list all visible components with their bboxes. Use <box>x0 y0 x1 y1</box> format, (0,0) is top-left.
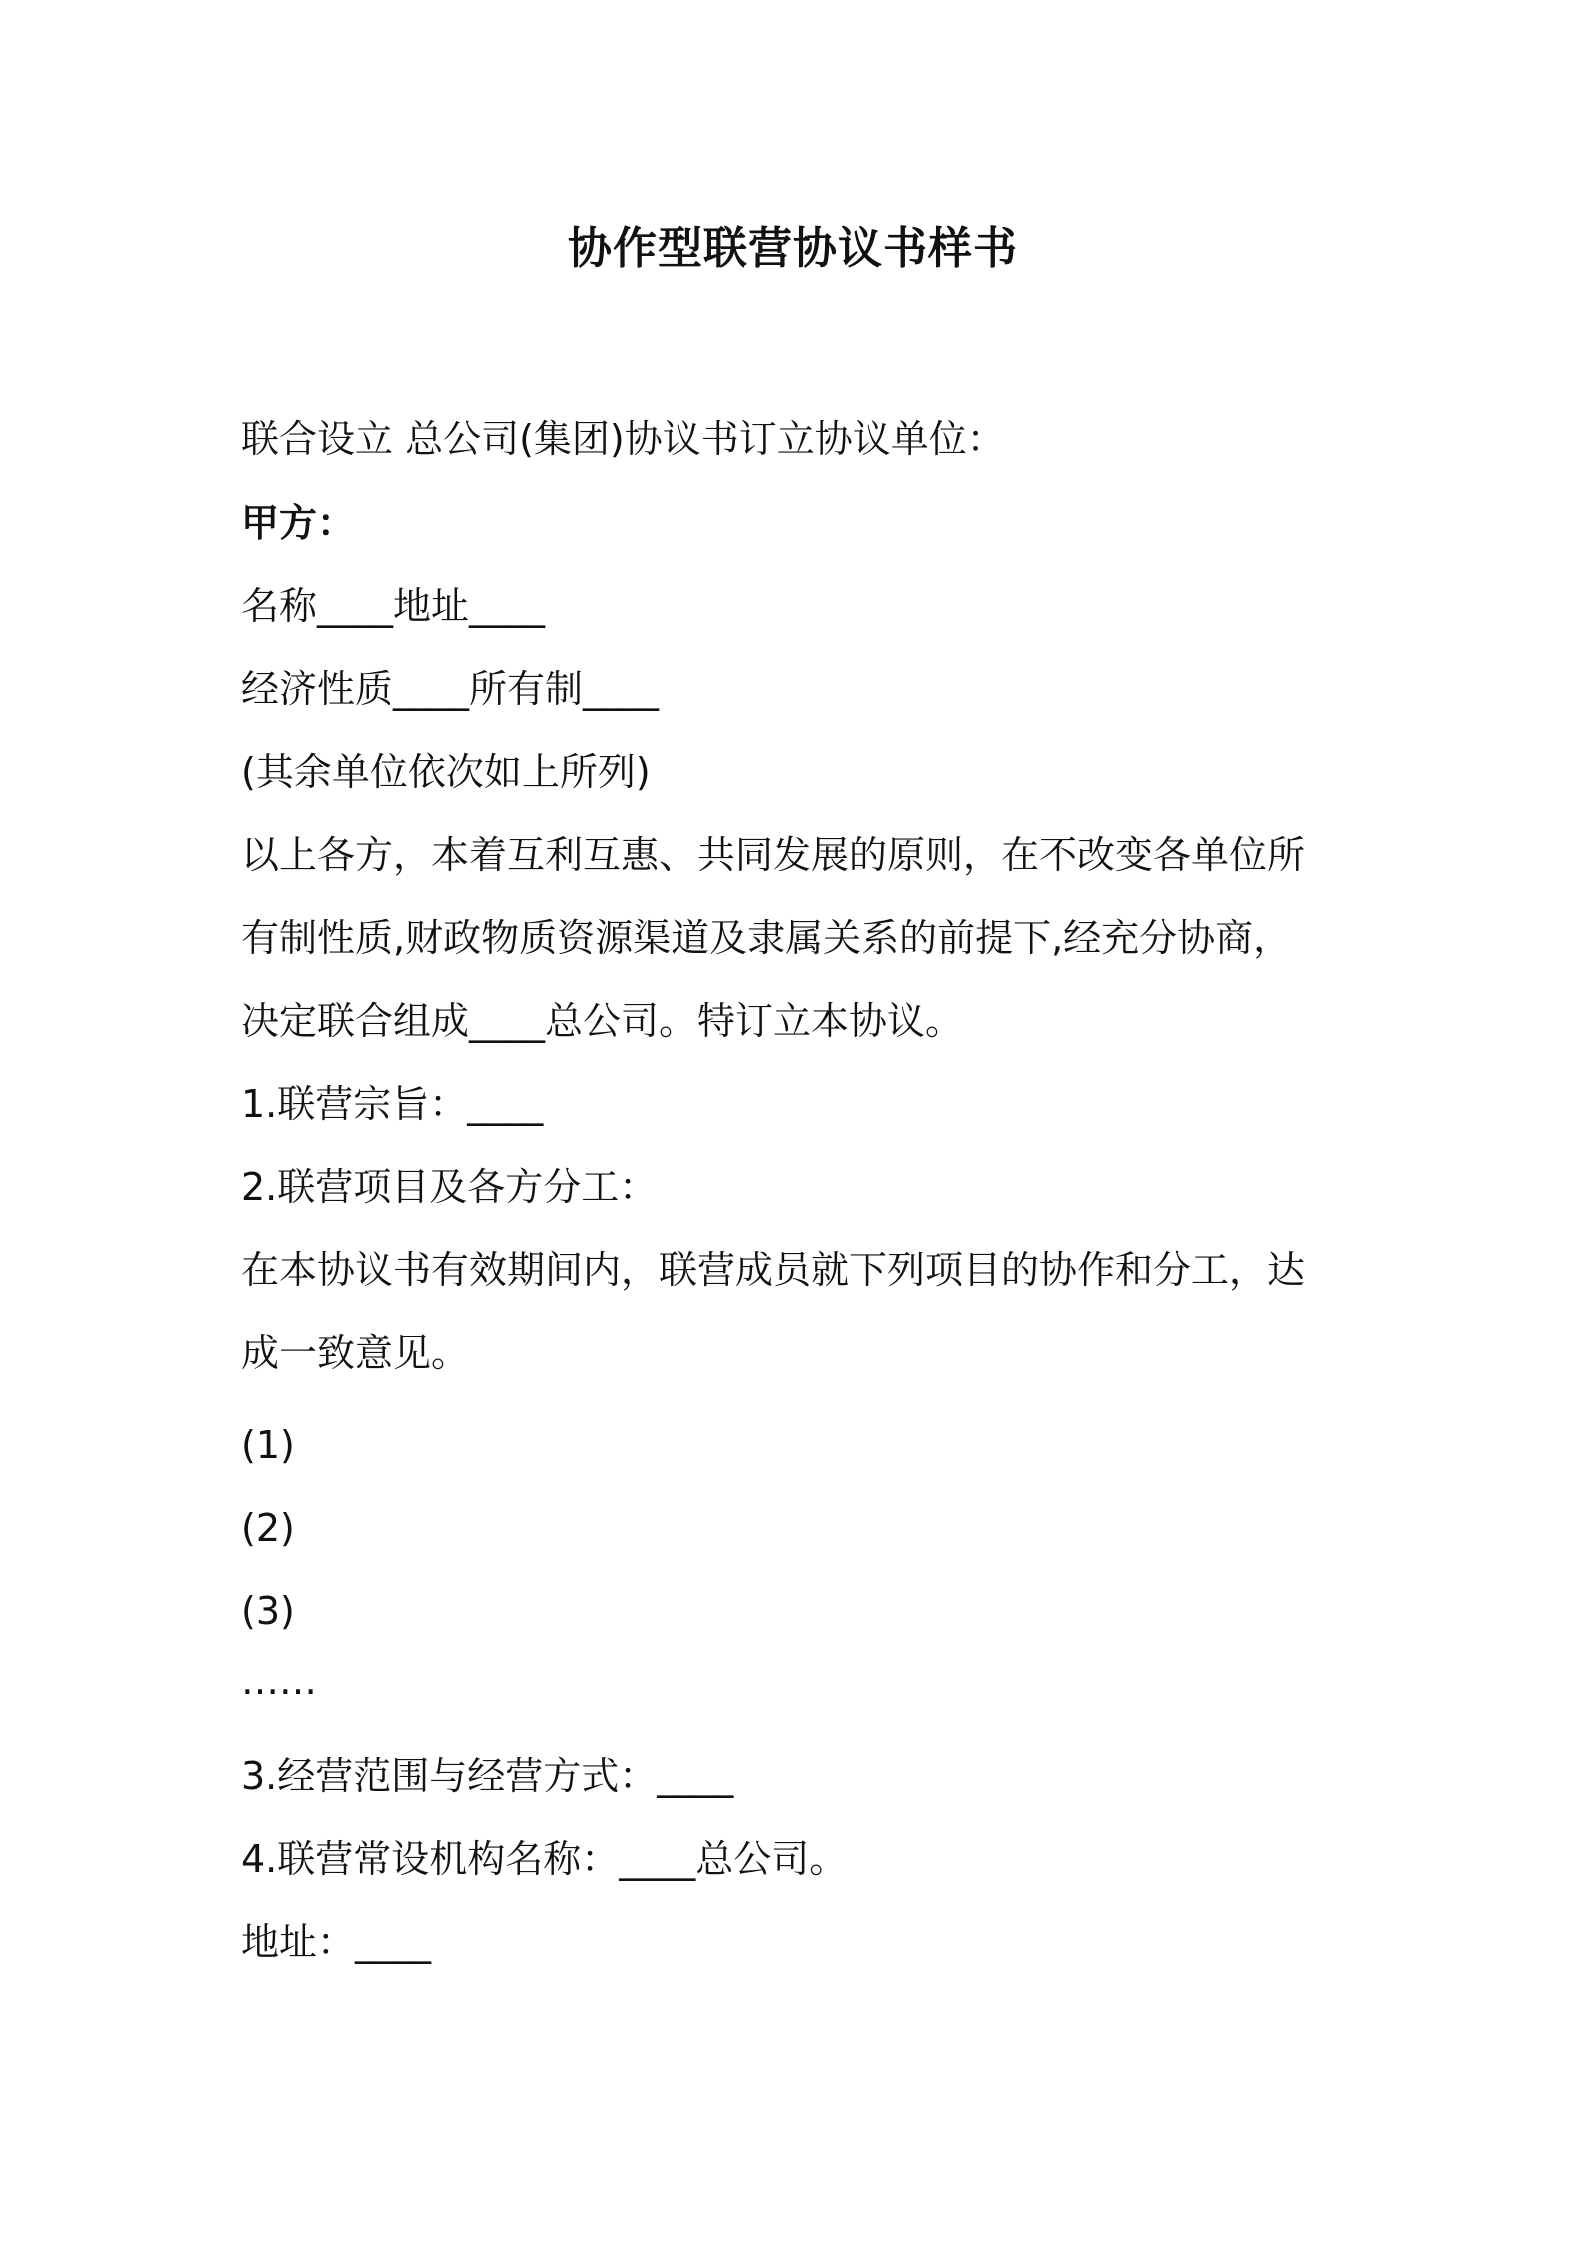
clause-2-item-2: (2) <box>241 1506 295 1550</box>
clause-2-item-3: (3) <box>241 1589 295 1633</box>
other-parties-note: (其余单位依次如上所列) <box>241 750 651 794</box>
clause-2-ellipsis: …… <box>241 1659 317 1703</box>
party-nature-ownership-line: 经济性质____所有制____ <box>241 667 660 711</box>
preamble-line-2: 有制性质,财政物质资源渠道及隶属关系的前提下,经充分协商， <box>241 916 1292 960</box>
preamble-line-3: 决定联合组成____总公司。特订立本协议。 <box>241 999 964 1043</box>
preamble-line-1: 以上各方，本着互利互惠、共同发展的原则，在不改变各单位所 <box>241 833 1306 877</box>
clause-4-office-name: 4.联营常设机构名称：____总公司。 <box>241 1837 848 1881</box>
party-name-address-line: 名称____地址____ <box>241 584 546 628</box>
intro-line: 联合设立 总公司(集团)协议书订立协议单位： <box>241 417 1005 461</box>
clause-1-purpose: 1.联营宗旨：____ <box>241 1082 544 1126</box>
clause-2-item-1: (1) <box>241 1423 295 1467</box>
clause-2-text-line-1: 在本协议书有效期间内，联营成员就下列项目的协作和分工，达 <box>241 1248 1306 1292</box>
party-a-label: 甲方： <box>241 501 356 545</box>
clause-2-heading: 2.联营项目及各方分工： <box>241 1165 658 1209</box>
document-title: 协作型联营协议书样书 <box>568 223 1018 274</box>
clause-3-scope: 3.经营范围与经营方式：____ <box>241 1754 734 1798</box>
clause-2-text-line-2: 成一致意见。 <box>241 1331 470 1375</box>
clause-4-address: 地址：____ <box>241 1920 432 1964</box>
